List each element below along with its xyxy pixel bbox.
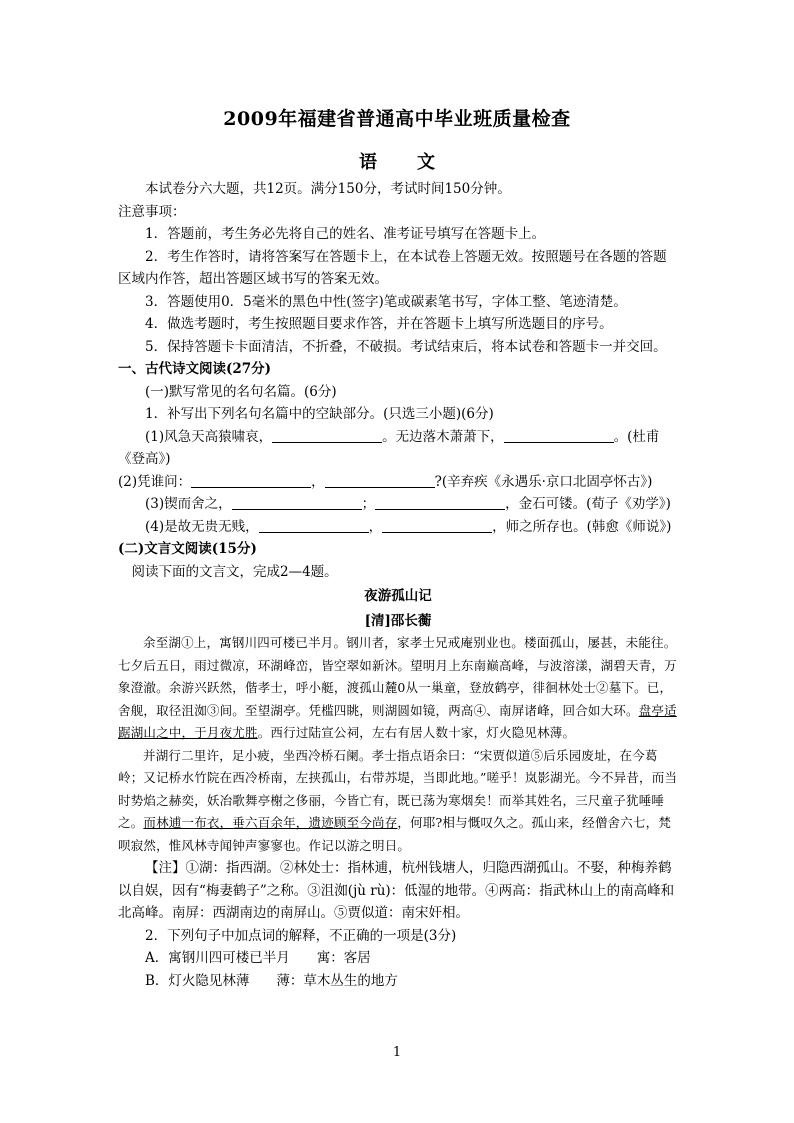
answer-blank[interactable] bbox=[325, 473, 435, 488]
page-number: 1 bbox=[392, 1045, 402, 1060]
subject-char-1: 语 bbox=[359, 152, 377, 173]
note-item: 5．保持答题卡卡面清洁，不折叠，不破损。考试结束后，将本试卷和答题卡一并交回。 bbox=[145, 338, 667, 355]
section-heading: 一、古代诗文阅读(27分) bbox=[118, 361, 272, 377]
part-heading: (一)默写常见的名句名篇。(6分) bbox=[145, 383, 337, 400]
part-heading: (二)文言文阅读(15分) bbox=[118, 541, 257, 557]
passage-author: [清]邵长蘅 bbox=[364, 612, 432, 629]
fill-text: (1)风急天高猿啸哀， bbox=[145, 428, 273, 445]
subject-char-2: 文 bbox=[417, 152, 435, 173]
answer-blank[interactable] bbox=[232, 495, 362, 510]
notes-heading: 注意事项： bbox=[118, 203, 186, 220]
fill-item-1 bbox=[118, 426, 678, 471]
question-1: 1．补写出下列名句名篇中的空缺部分。(只选三小题)(6分) bbox=[145, 406, 494, 422]
fill-item-4 bbox=[118, 516, 678, 539]
passage-title: 夜游孤山记 bbox=[364, 588, 432, 604]
fill-text: 。无边落木萧萧下， bbox=[382, 428, 504, 445]
fill-item-3 bbox=[118, 493, 678, 516]
note-item: 3．答题使用0．5毫米的黑色中性(签字)笔或碳素笔书写，字体工整、笔迹清楚。 bbox=[145, 293, 627, 310]
fill-text: ， bbox=[311, 473, 325, 490]
intro-text: 本试卷分六大题，共12页。满分150分，考试时间150分钟。 bbox=[145, 181, 511, 197]
passage-paragraph-1 bbox=[118, 632, 678, 745]
fill-text: ，师之所存也。(韩愈《师说》) bbox=[492, 518, 672, 535]
fill-text: ?(辛弃疾《永遇乐·京口北固亭怀古》) bbox=[434, 473, 653, 490]
fill-text: 。(杜甫《登高》) bbox=[118, 428, 660, 467]
exam-title: 2009年福建省普通高中毕业班质量检查 bbox=[223, 108, 571, 130]
answer-blank[interactable] bbox=[272, 428, 382, 443]
underlined-sentence: 盘亭适踞湖山之中，于月夜尤胜 bbox=[118, 702, 677, 740]
exam-content bbox=[118, 178, 678, 992]
fill-text: (2)凭谁问： bbox=[118, 473, 192, 490]
option-a: A．寓钢川四可楼已半月 寓：客居 bbox=[145, 950, 371, 966]
answer-blank[interactable] bbox=[382, 518, 492, 533]
fill-text: ， bbox=[368, 518, 383, 535]
note-item: 1．答题前，考生务必先将自己的姓名、准考证号填写在答题卡上。 bbox=[145, 226, 546, 242]
answer-blank[interactable] bbox=[375, 495, 505, 510]
answer-blank[interactable] bbox=[191, 473, 311, 488]
note-item: 2．考生作答时，请将答案写在答题卡上，在本试卷上答题无效。按照题号在各题的答题区域内作答，超出答题区域书写的答案无效。 bbox=[118, 248, 667, 287]
fill-text: (4)是故无贵无贱， bbox=[145, 518, 259, 535]
answer-blank[interactable] bbox=[504, 428, 614, 443]
underlined-sentence: 而林逋一布衣，垂六百余年，遗迹顾至今尚存 bbox=[143, 815, 398, 830]
passage-text: 并湖行二里许，足小疲，坐西冷桥石阑。孝士指点语余曰：“宋贾似道⑤后乐园废址，在今葛岭；又记桥水竹院在西冷桥南，左挟孤山，右带苏堤，当即此地。”嗟乎！岚影湖光。今不异昔，而当时势焰之赫奕，妖冶歌舞亭榭之侈丽，今皆亡有，既已荡为寒烟矣！而举其姓名，三尺童子犹唾唾之。 bbox=[118, 747, 678, 830]
note-item: 4．做选考题时，考生按照题目要求作答，并在答题卡上填写所选题目的序号。 bbox=[145, 316, 613, 332]
part-intro: 阅读下面的文言文，完成2—4题。 bbox=[131, 563, 338, 580]
fill-text: ； bbox=[361, 496, 376, 512]
passage-text: 。西行过陆宣公祠，左右有居人数十家，灯火隐见林薄。 bbox=[257, 725, 576, 740]
fill-text: ，金石可镂。(荀子《劝学》) bbox=[505, 496, 671, 512]
passage-text: ，何耶?相与慨叹久之。孤山来，经僧舍六七，梵呗寂然，惟风林寺闻钟声寥寥也。作记以游之明日。 bbox=[118, 815, 672, 853]
subject-title bbox=[0, 148, 794, 174]
option-b: B．灯火隐见林薄 薄：草木丛生的地方 bbox=[145, 972, 398, 989]
answer-blank[interactable] bbox=[259, 518, 369, 533]
annotation: 【注】①湖：指西湖。②林处士：指林逋，杭州钱塘人，归隐西湖孤山。不娶，种梅养鹤以自娱，因有“梅妻鹤子”之称。③沮洳(jù rù)：低湿的地带。④两高：指武林山上的南高峰和北高峰。南屏：西湖南边的南屏山。⑤贾似道：南宋奸相。 bbox=[118, 860, 675, 921]
fill-item-2 bbox=[118, 471, 678, 494]
passage-paragraph-2 bbox=[118, 745, 678, 858]
passage-text: 余至湖①上，寓钢川四可楼已半月。钢川者，家孝士兄戒庵别业也。楼面孤山，屡甚，未能往。七夕后五日，雨过微凉，环湖峰峦，皆空翠如新沐。望明月上东南巅高峰，与波溶漾，湖碧天青，万象澄澈。余游兴跃然，偕孝士，呼小艇，渡孤山麓0从一巢童，登放鹤亭，徘徊林处士②墓下。已，舍舰，取径沮洳③间。至望湖亭。凭槛四眺，则湖圆如镜，两高④、南屏诸峰，回合如大环。 bbox=[118, 635, 677, 718]
fill-text: (3)锲而舍之， bbox=[145, 496, 232, 512]
question-2: 2．下列句子中加点词的解释，不正确的一项是(3分) bbox=[145, 927, 457, 944]
